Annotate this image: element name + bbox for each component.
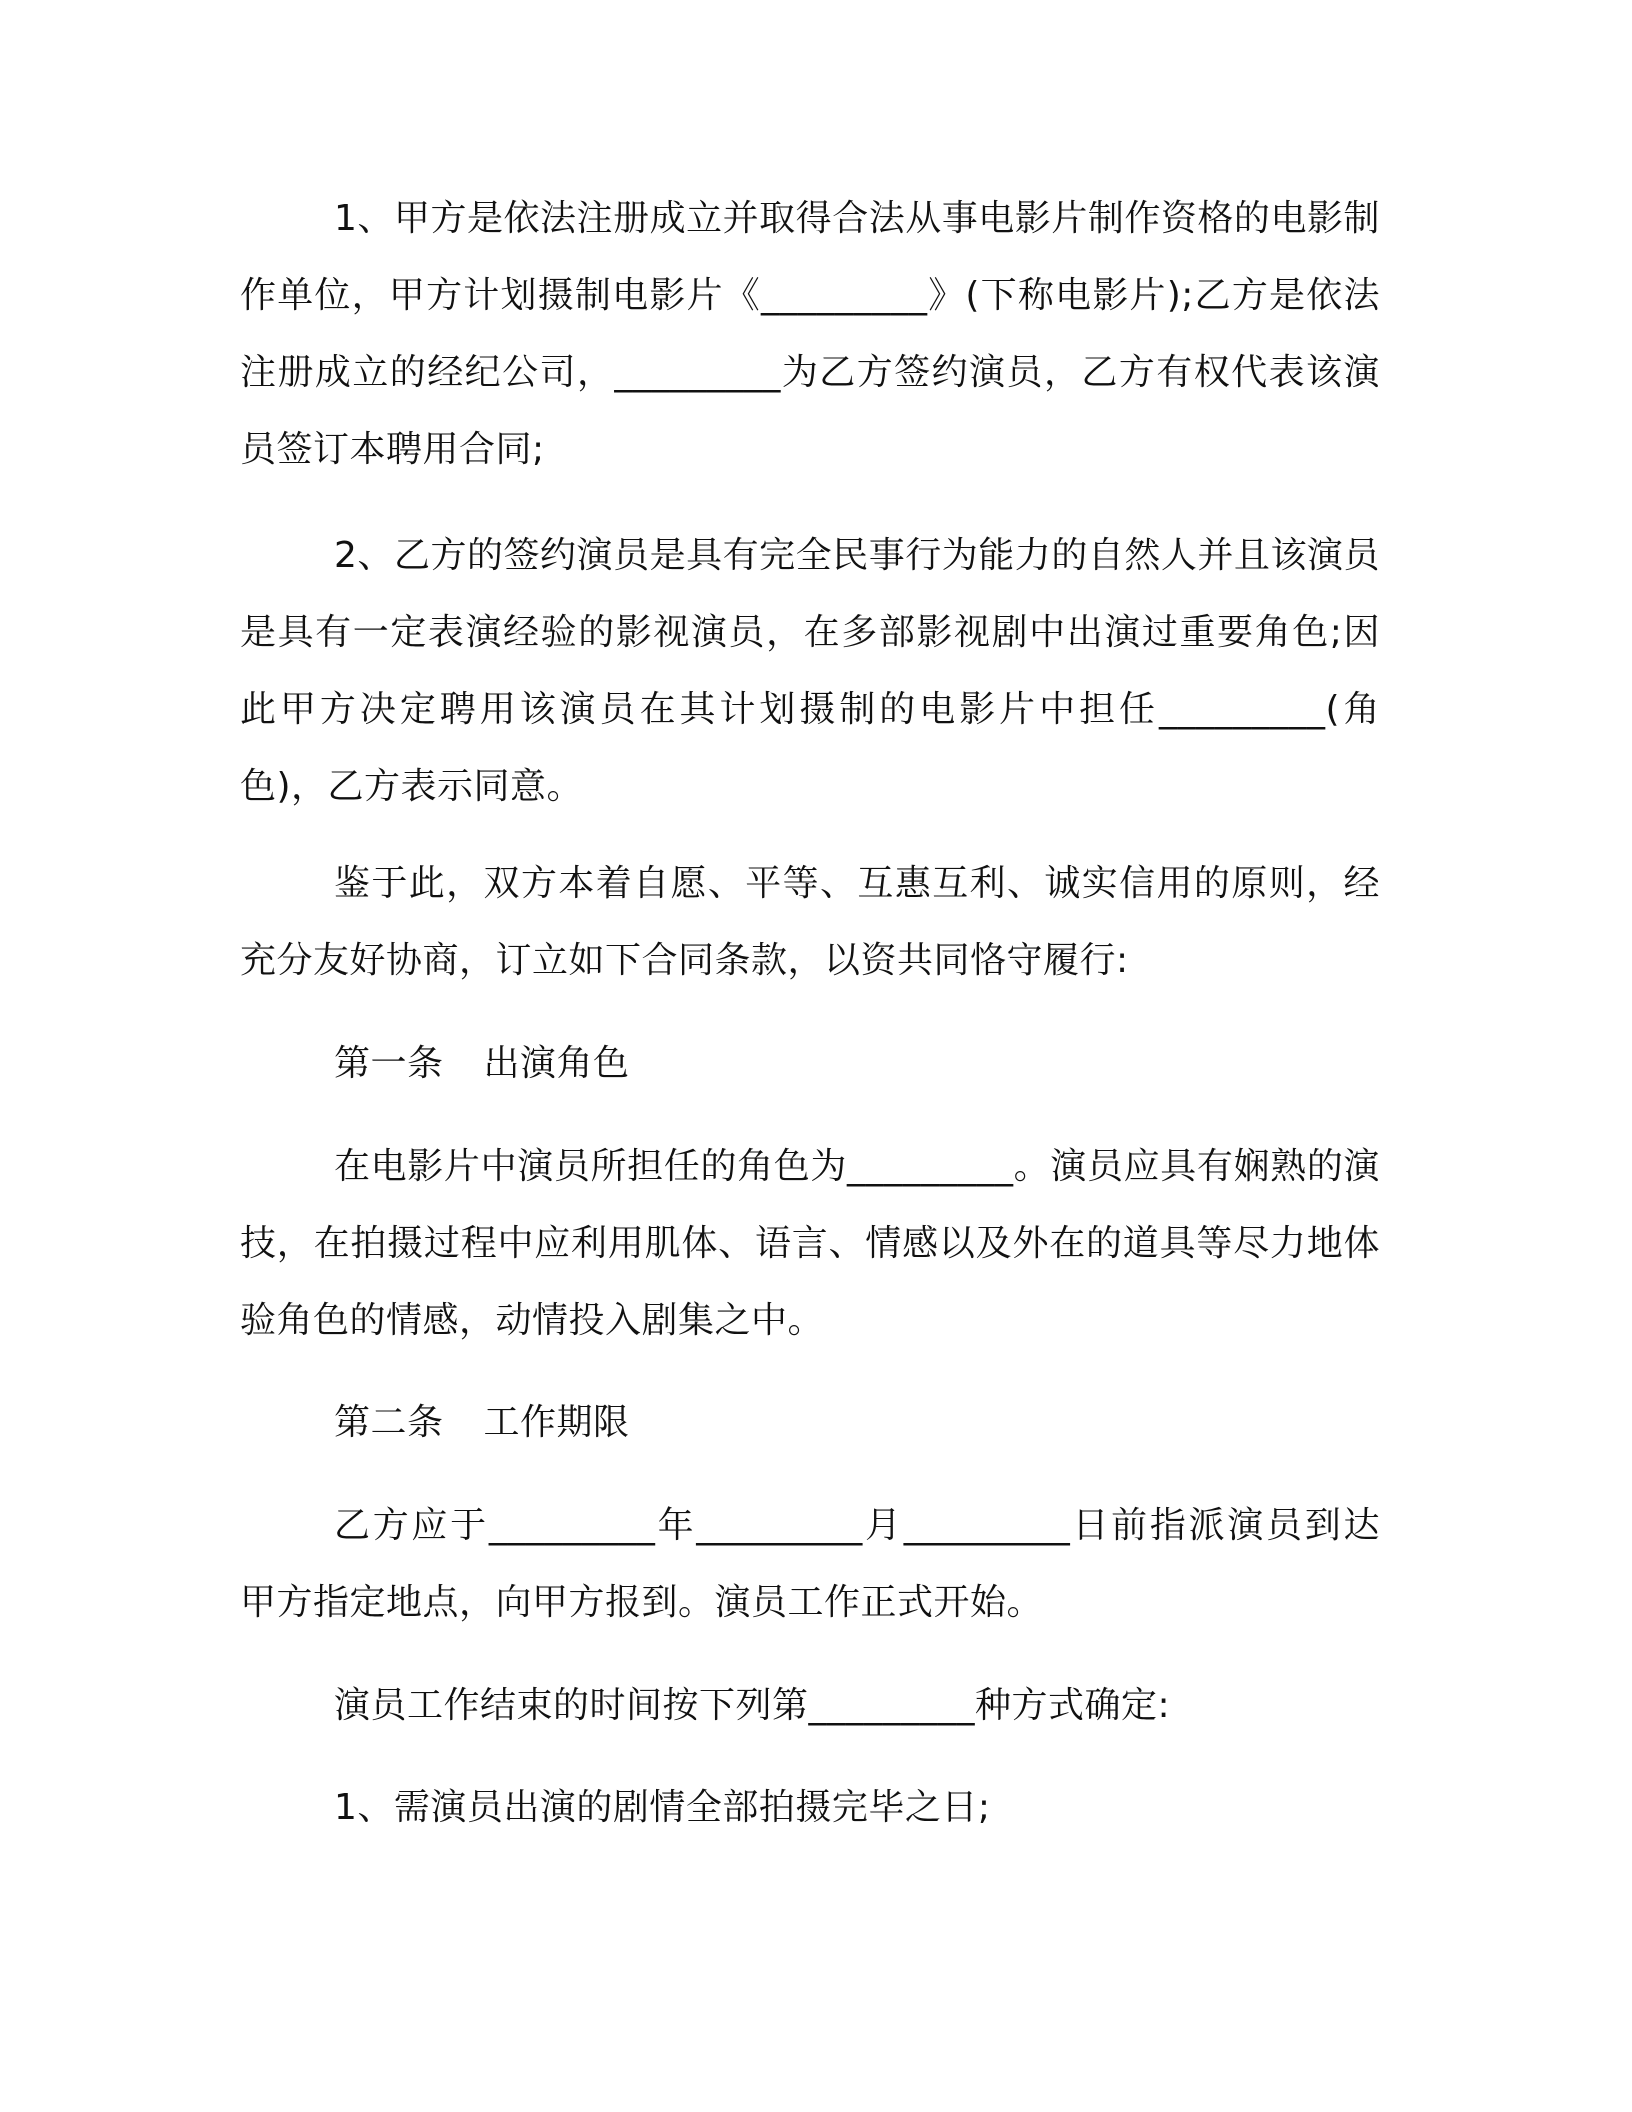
- article-1-heading: [334, 1025, 630, 1102]
- article-2-title: 工作期限: [483, 1402, 630, 1443]
- paragraph-whereas: 鉴于此，双方本着自愿、平等、互惠互利、诚实信用的原则，经充分友好协商，订立如下合同条款，以资共同恪守履行:: [240, 863, 1380, 981]
- article-1-number: 第一条: [334, 1043, 444, 1084]
- paragraph-end-method: 演员工作结束的时间按下列第_________种方式确定:: [334, 1685, 1171, 1726]
- article-2-number: 第二条: [334, 1402, 444, 1443]
- paragraph-party-a-intro: 1、甲方是依法注册成立并取得合法从事电影片制作资格的电影制作单位，甲方计划摄制电影片《_________》(下称电影片);乙方是依法注册成立的经纪公司，_________为乙方签约演员，乙方有权代表该演员签订本聘用合同;: [240, 198, 1380, 470]
- paragraph-start-date: 乙方应于_________年_________月_________日前指派演员到达甲方指定地点，向甲方报到。演员工作正式开始。: [240, 1505, 1380, 1623]
- paragraph-party-b-actor: 2、乙方的签约演员是具有完全民事行为能力的自然人并且该演员是具有一定表演经验的影视演员，在多部影视剧中出演过重要角色;因此甲方决定聘用该演员在其计划摄制的电影片中担任_________(角色)，乙方表示同意。: [240, 535, 1380, 807]
- paragraph-role: 在电影片中演员所担任的角色为_________。演员应具有娴熟的演技，在拍摄过程中应利用肌体、语言、情感以及外在的道具等尽力地体验角色的情感，动情投入剧集之中。: [240, 1146, 1380, 1341]
- article-2-heading: [334, 1384, 630, 1461]
- article-1-title: 出演角色: [483, 1043, 630, 1084]
- paragraph-end-option-1: 1、需演员出演的剧情全部拍摄完毕之日;: [334, 1787, 991, 1828]
